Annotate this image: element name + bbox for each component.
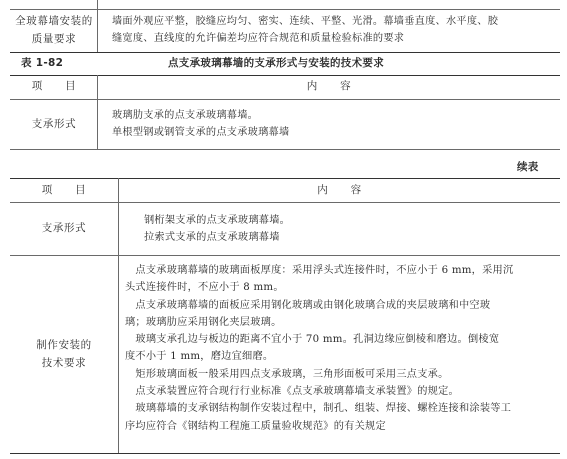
row-label: 支承形式 xyxy=(41,222,87,234)
divider xyxy=(10,202,560,203)
divider xyxy=(10,52,560,53)
row-label: 制作安装的 技术要求 xyxy=(36,339,92,369)
column-header: 项 目 xyxy=(41,184,87,196)
divider xyxy=(10,255,560,256)
column-header: 项 目 xyxy=(31,80,77,92)
divider xyxy=(10,9,560,10)
divider xyxy=(97,0,98,9)
row-content: 点支承玻璃幕墙的玻璃面板厚度：采用浮头式连接件时，不应小于 6 mm，采用沉 头式连接件时，不应小于 8 mm。 点支承玻璃幕墙的面板应采用钢化玻璃或由钢化玻璃合成的夹层玻璃和中空玻 璃；玻璃肋应采用钢化夹层玻璃。 玻璃支承孔边与板边的距离不宜小于 70 mm。孔洞边缘应倒棱和磨边。倒棱宽 度不小于 1 mm，磨边宜细磨。 矩形玻璃面板一般采用四点支承玻璃，三角形面板可采用三点支承。 点支承装置应符合现行行业标准《点支承玻璃幕墙支承装置》的规定。 玻璃幕墙的支承钢结构制作安装过程中，制孔、组装、焊接、螺栓连接和涂装等工 序均应符合《钢结构工程施工质量验收规范》的有关规定 xyxy=(125,265,514,432)
column-header: 内 容 xyxy=(317,184,362,196)
divider xyxy=(10,75,560,76)
divider xyxy=(10,99,560,100)
row-label: 支承形式 xyxy=(31,118,77,130)
row-content: 墙面外观应平整，胶缝应均匀、密实、连续、平整、光滑。幕墙垂直度、水平度、胶 缝宽度、直线度的允许偏差均应符合规范和质量检验标准的要求 xyxy=(112,16,499,45)
row-content: 玻璃肋支承的点支承玻璃幕墙。 单根型钢或钢管支承的点支承玻璃幕墙 xyxy=(112,110,290,139)
divider xyxy=(97,9,98,52)
divider xyxy=(10,453,560,454)
divider xyxy=(10,178,560,179)
continued-label: 续表 xyxy=(517,161,539,173)
row-content: 钢桁架支承的点支承玻璃幕墙。 拉索式支承的点支承玻璃幕墙 xyxy=(144,215,291,244)
table-number: 表 1-82 xyxy=(21,57,64,69)
table-title: 点支承玻璃幕墙的支承形式与安装的技术要求 xyxy=(168,57,384,69)
row-label: 全玻幕墙安装的 质量要求 xyxy=(15,15,93,45)
divider xyxy=(10,149,560,150)
divider xyxy=(118,178,119,453)
column-header: 内 容 xyxy=(306,80,352,92)
